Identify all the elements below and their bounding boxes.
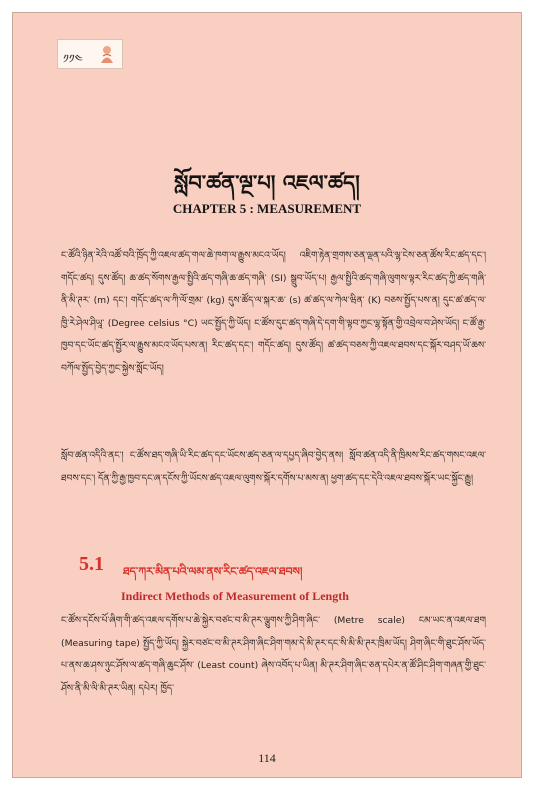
section-title-tibetan: ཐད་ཀར་མིན་པའི་ལམ་ནས་རིང་ཚད་འཇལ་ཐབས། bbox=[123, 565, 303, 578]
section-heading bbox=[79, 553, 509, 581]
section-number: 5.1 bbox=[79, 553, 104, 575]
chapter-title-tibetan: སློབ་ཚན་ལྔ་པ། འཇལ་ཚད། bbox=[174, 171, 360, 195]
paragraph-indirect-methods: ང་ཚོས་དངོས་པོ་ཞིག་གི་ཚད་འཇལ་དགོས་པ་ཆེ་སྐྱེར་བཙང་བ་མི་ཊར་ལྕུགས་ཀྱི་ཤིག་ཞིང་ (Metre scale) ངམ་ཡང་ན་འཇལ་ཐག (Measuring tape) སྤྱོད་ཀྱི་ཡོད། སྐྱེར་བཙང་བ་མི་ཊར་ཤིག་ཞིང་ཤིག་གམ་དེ་མི་ཊར་དང་སི་མི་མི་ཊར་ཁྲིམ་ཡོད། ཤིག་ཞིང་གི་ཐུང་ཤོས་ཡོད་པ་ནས་ཆ་ཤས་ཉུང་ཤོས་ལ་ཚད་གཞི་ཆུང་ཤོས་ (Least count) ཞེས་འབོད་པ་ཡིན། མི་ཊར་ཤིག་ཞིང་ཅན་དཔེར་ན་ཚོ་ཤིང་ཤིག་གཞན་གྱི་ཐུང་ཤོས་ནི་མི་ལི་མི་ཊར་ཡིན། དཔེར། ཁྱོད་ bbox=[61, 615, 486, 694]
section-subtitle: Indirect Methods of Measurement of Length bbox=[121, 589, 349, 603]
page-number-header bbox=[57, 39, 123, 69]
paragraph-overview: སློབ་ཚན་འདིའི་ནང་། ང་ཚོས་ཐད་གཞི་ཡི་རིང་ཚད་དང་ཡོངས་ཚད་ཅན་ལ་དཔྱད་ཞིབ་བྱེད་ནས། སློབ་ཚན་འདི་ནི་ཁྲིམས་རིང་ཚད་གསང་འཇལ་ཐབས་དང་། དོན་ཀྱི་རྒྱ་ཁྱབ་དང་ཞ་དངོས་ཀྱི་ཡོངས་ཚད་འཇལ་ལུགས་སྐོར་དགོས་པ་མས་ན། ཕྱག་ཚད་དང་དེའི་འཇལ་ཐབས་སྐོར་ཡང་སྐྱོང་རྒྱུ། bbox=[61, 450, 486, 484]
decorative-figure-icon bbox=[96, 43, 118, 65]
paragraph-intro: ང་ཚོའི་ཉིན་རེའི་འཚོ་བའི་ཁྲོད་ཀྱི་འཇལ་ཚད་གལ་ཆེ་ཁག་ལ་རྒྱུས་མངའ་ཡོད། འཇིག་རྟེན་གྲགས་ཅན་ལྡན་པའི་ལྷ་ངེས་ཅན་ཚོས་རིང་ཚད་དང་། གདོང་ཚད། དུས་ཚོད། ཆ་ཚད་སོགས་རྒྱལ་སྤྱིའི་ཚད་གཞི་ཆ་ཚད་གཞི་ (SI) སྒྲུབ་ཡོད་པ། རྒྱལ་སྤྱིའི་ཚད་གཞི་ལུགས་ལྟར་རིང་ཚད་ཀྱི་ཚད་གཞི་ནི་མི་ཊར་ (m) དང་། གདོང་ཚད་ལ་ཀི་ལོ་གྲམ་ (kg) དུས་ཚོད་ལ་སྐར་ཆ་ (s) ཚ་ཚད་ལ་ཀེལ་ཝིན་ (K) བཅས་སྤྱོད་པས་ན། དུང་ཚ་ཚད་ལ་ཁྱི་རེ་ཤེལ་ཤིཡཱ་ (Degree celsius °C) ཡང་སྤྱོད་ཀྱི་ཡོད། ང་ཚོས་དུང་ཚད་གཞི་དེ་དག་གི་ལྟབ་ཀྱང་ལྷ་སྟོན་གྱི་འབྲེལ་བ་ཤེས་ཡོད། ང་ཚོ་རྒྱ་ཁྱབ་དང་ཡོང་ཚད་སྤྱོར་ལ་རྒྱུས་མངའ་ཡོད་པས་ན། རིང་ཚད་དང་། གདོང་ཚད། དུས་ཚོད། ཚ་ཚད་བཅས་ཀྱི་འཇལ་ཐབས་དང་སྐོར་བཤད་ཡོ་ཆས་བཀོལ་སྤྱོད་བྱེད་ཀྱང་སྐྱེས་སློང་ཡོད། bbox=[61, 250, 486, 374]
header-page-number: ༡༡༤ bbox=[63, 52, 83, 66]
page bbox=[12, 12, 522, 778]
footer-page-number: 114 bbox=[258, 751, 276, 765]
chapter-title-english: CHAPTER 5 : MEASUREMENT bbox=[172, 201, 362, 216]
